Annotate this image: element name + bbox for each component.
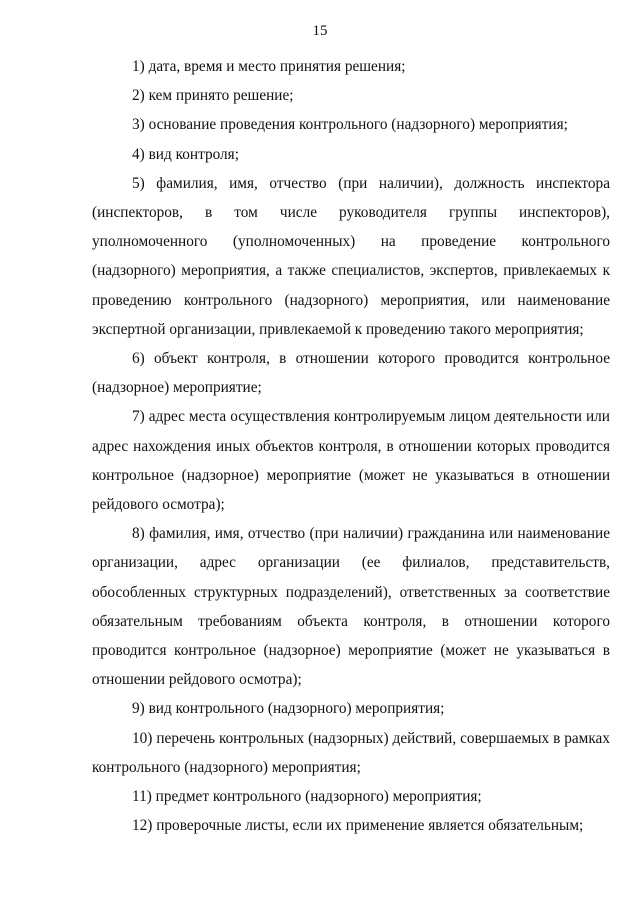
list-item-4: 4) вид контроля; bbox=[132, 145, 239, 163]
document-body bbox=[92, 52, 610, 840]
list-item-10: 10) перечень контрольных (надзорных) действий, совершаемых в рамках контрольного (надзорного) мероприятия; bbox=[92, 729, 610, 776]
list-item-8: 8) фамилия, имя, отчество (при наличии) гражданина или наименование организации, адрес организации (ее филиалов, представительств, обособленных структурных подразделений), ответственных за соответствие обязательным требованиям объекта контроля, в отношении которого проводится контрольное (надзорное) мероприятие (может не указываться в отношении рейдового осмотра); bbox=[92, 525, 610, 689]
list-item-6: 6) объект контроля, в отношении которого проводится контрольное (надзорное) мероприятие; bbox=[92, 350, 610, 397]
list-item-2: 2) кем принято решение; bbox=[132, 87, 294, 105]
list-item-1: 1) дата, время и место принятия решения; bbox=[132, 58, 406, 75]
list-item-3: 3) основание проведения контрольного (надзорного) мероприятия; bbox=[132, 116, 568, 134]
list-item-12: 12) проверочные листы, если их применение является обязательным; bbox=[132, 817, 584, 835]
list-item-7: 7) адрес места осуществления контролируемым лицом деятельности или адрес нахождения иных объектов контроля, в отношении которых проводится контрольное (надзорное) мероприятие (может не указываться в отношении рейдового осмотра); bbox=[92, 408, 610, 514]
list-item-9: 9) вид контрольного (надзорного) мероприятия; bbox=[132, 700, 445, 718]
list-item-11: 11) предмет контрольного (надзорного) мероприятия; bbox=[132, 788, 482, 806]
list-item-5: 5) фамилия, имя, отчество (при наличии), должность инспектора (инспекторов, в том числе руководителя группы инспекторов), уполномоченного (уполномоченных) на проведение контрольного (надзорного) мероприятия, а также специалистов, экспертов, привлекаемых к проведению контрольного (надзорного) мероприятия, или наименование экспертной организации, привлекаемой к проведению такого мероприятия; bbox=[92, 174, 610, 338]
page-number: 15 bbox=[312, 23, 328, 39]
